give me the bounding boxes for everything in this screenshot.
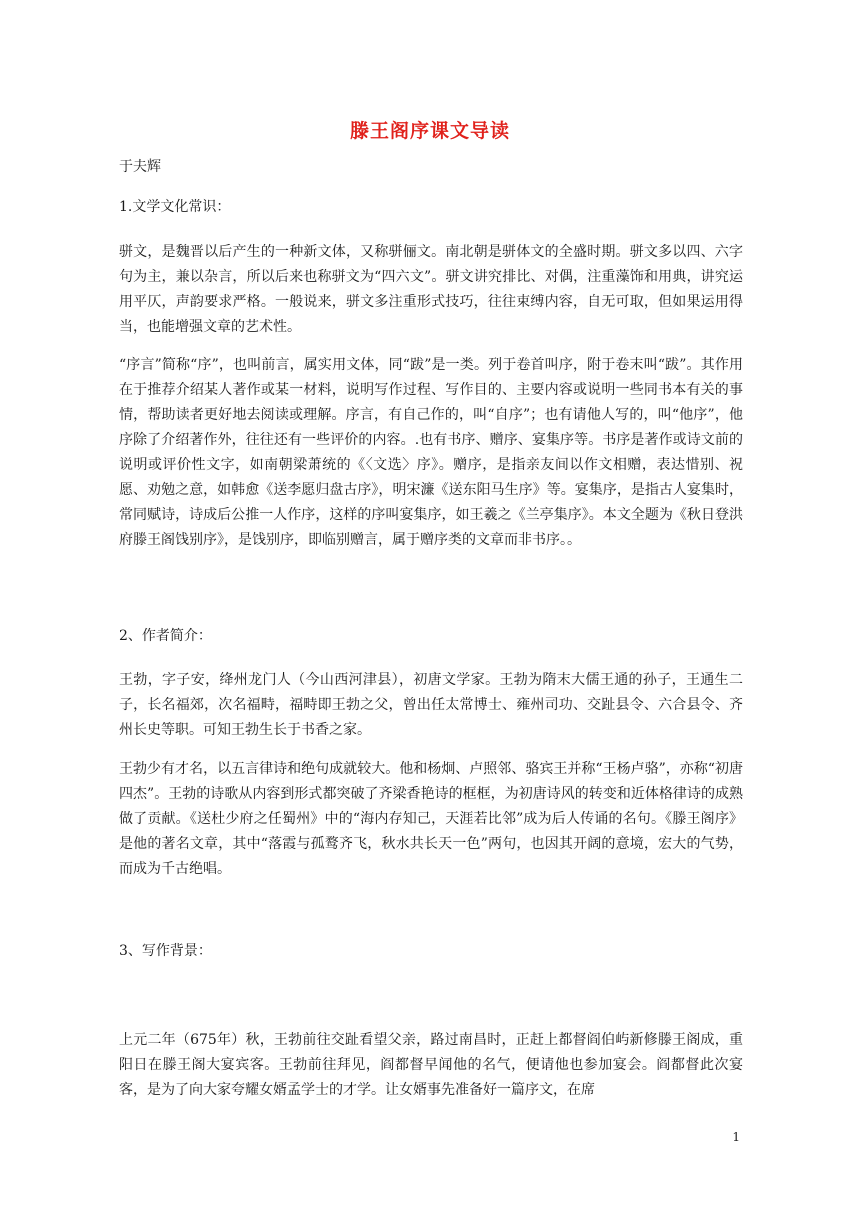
page-title: 滕王阁序课文导读 xyxy=(349,120,510,142)
section-3-paragraph-1: 上元二年（675年）秋，王勃前往交趾看望父亲，路过南昌时，正赶上都督阎伯屿新修滕王阁成，重阳日在滕王阁大宴宾客。王勃前往拜见，阎都督早闻他的名气，便请他也参加宴会。阎都督此次宴客，是为了向大家夸耀女婿孟学士的才学。让女婿事先准备好一篇序文，在席 xyxy=(119,1032,743,1098)
page-number: 1 xyxy=(732,1130,740,1144)
section-2-paragraph-2: 王勃少有才名，以五言律诗和绝句成就较大。他和杨炯、卢照邻、骆宾王并称“王杨卢骆”，亦称“初唐四杰”。王勃的诗歌从内容到形式都突破了齐梁香艳诗的框框，为初唐诗风的转变和近体格律诗的成熟做了贡献。《送杜少府之任蜀州》中的“海内存知己，天涯若比邻”成为后人传诵的名句。《滕王阁序》是他的著名文章，其中“落霞与孤鹜齐飞，秋水共长天一色”两句，也因其开阔的意境，宏大的气势，而成为千古绝唱。 xyxy=(119,761,743,877)
section-2-paragraph-1: 王勃，字子安，绛州龙门人（今山西河津县），初唐文学家。王勃为隋末大儒王通的孙子，王通生二子，长名福郊，次名福畤，福畤即王勃之父，曾出任太常博士、雍州司功、交趾县令、六合县令、齐州长史等职。可知王勃生长于书香之家。 xyxy=(119,672,743,738)
section-1-paragraph-2: “序言”简称“序”，也叫前言，属实用文体，同“跋”是一类。列于卷首叫序，附于卷末叫“跋”。其作用在于推荐介绍某人著作或某一材料，说明写作过程、写作目的、主要内容或说明一些同书本有关的事情，帮助读者更好地去阅读或理解。序言，有自己作的，叫“自序”；也有请他人写的，叫“他序”，他序除了介绍著作外，往往还有一些评价的内容。.也有书序、赠序、宴集序等。书序是著作或诗文前的说明或评价性文字，如南朝梁萧统的《〈文选〉序》。赠序，是指亲友间以作文相赠，表达惜别、祝愿、劝勉之意，如韩愈《送李愿归盘古序》，明宋濂《送东阳马生序》等。宴集序，是指古人宴集时，常同赋诗，诗成后公推一人作序，这样的序叫宴集序，如王羲之《兰亭集序》。本文全题为《秋日登洪府滕王阁饯别序》，是饯别序，即临别赠言，属于赠序类的文章而非书序。。 xyxy=(119,357,743,548)
section-1-paragraph-1: 骈文，是魏晋以后产生的一种新文体，又称骈俪文。南北朝是骈体文的全盛时期。骈文多以四、六字句为主，兼以杂言，所以后来也称骈文为“四六文”。骈文讲究排比、对偶，注重藻饰和用典，讲究运用平仄，声韵要求严格。一般说来，骈文多注重形式技巧，往往束缚内容，自无可取，但如果运用得当，也能增强文章的艺术性。 xyxy=(119,244,743,335)
section-1-heading: 1.文学文化常识： xyxy=(119,199,231,215)
section-3-heading: 3、写作背景： xyxy=(119,943,212,959)
section-2-heading: 2、作者简介： xyxy=(119,628,212,644)
author-name: 于夫辉 xyxy=(119,159,161,175)
